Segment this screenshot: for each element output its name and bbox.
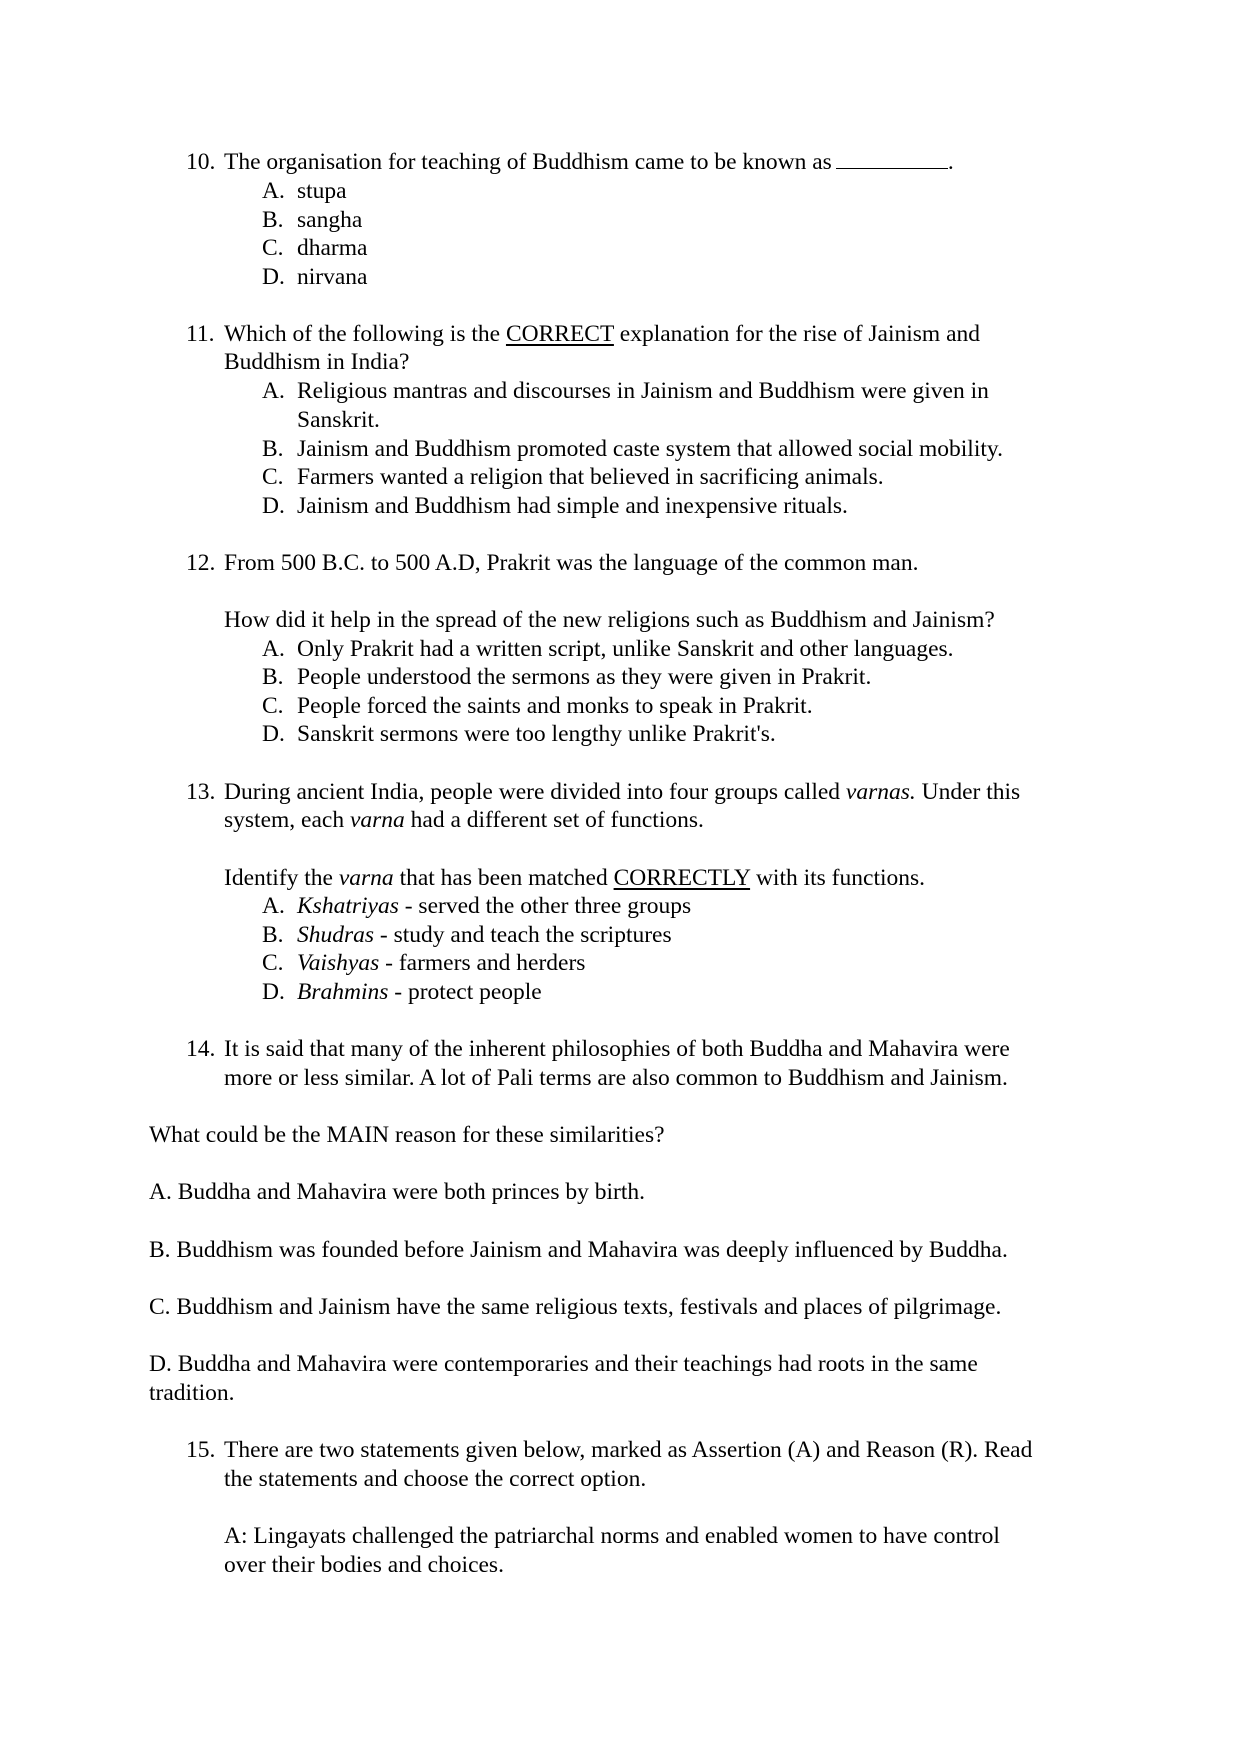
assertion-text-cont: over their bodies and choices.	[224, 1552, 504, 1578]
option-text: Jainism and Buddhism promoted caste system that allowed social mobility.	[297, 436, 1003, 462]
question-text-cont: the statements and choose the correct option.	[224, 1466, 647, 1492]
question-text: The organisation for teaching of Buddhism came to be known as .	[224, 149, 954, 175]
option-letter: A.	[262, 636, 285, 662]
question-text-cont: more or less similar. A lot of Pali terms are also common to Buddhism and Jainism.	[224, 1065, 1008, 1091]
option-letter: D.	[262, 979, 285, 1005]
option-letter: D.	[262, 493, 285, 519]
option-b: B. Buddhism was founded before Jainism and Mahavira was deeply influenced by Buddha.	[149, 1237, 1008, 1263]
option-text: Brahmins - protect people	[297, 979, 542, 1005]
question-text-cont: Buddhism in India?	[224, 349, 410, 375]
option-text: sangha	[297, 207, 363, 233]
question-text: There are two statements given below, marked as Assertion (A) and Reason (R). Read	[224, 1437, 1033, 1463]
option-letter: C.	[262, 235, 284, 261]
option-letter: D.	[262, 721, 285, 747]
option-letter: A.	[262, 178, 285, 204]
question-number: 14.	[186, 1036, 216, 1062]
option-letter: B.	[262, 664, 284, 690]
option-d-cont: tradition.	[149, 1380, 235, 1406]
option-text: People forced the saints and monks to speak in Prakrit.	[297, 693, 813, 719]
option-text: Kshatriyas - served the other three groups	[297, 893, 692, 919]
option-text: Farmers wanted a religion that believed in sacrificing animals.	[297, 464, 884, 490]
option-text: People understood the sermons as they were given in Prakrit.	[297, 664, 872, 690]
assertion-text: A: Lingayats challenged the patriarchal norms and enabled women to have control	[224, 1523, 1000, 1549]
option-letter: B.	[262, 207, 284, 233]
option-text: nirvana	[297, 264, 368, 290]
option-text: Religious mantras and discourses in Jainism and Buddhism were given in	[297, 378, 989, 404]
question-text: From 500 B.C. to 500 A.D, Prakrit was the language of the common man.	[224, 550, 919, 576]
option-letter: D.	[262, 264, 285, 290]
option-letter: C.	[262, 950, 284, 976]
option-text: stupa	[297, 178, 347, 204]
option-letter: C.	[262, 693, 284, 719]
answer-blank	[836, 150, 948, 169]
question-number: 10.	[186, 149, 216, 175]
option-d: D. Buddha and Mahavira were contemporaries and their teachings had roots in the same	[149, 1351, 978, 1377]
question-text-cont: system, each varna had a different set of functions.	[224, 807, 704, 833]
option-letter: A.	[262, 378, 285, 404]
option-c: C. Buddhism and Jainism have the same religious texts, festivals and places of pilgrimage.	[149, 1294, 1002, 1320]
question-prompt: What could be the MAIN reason for these similarities?	[149, 1122, 665, 1148]
question-text: It is said that many of the inherent philosophies of both Buddha and Mahavira were	[224, 1036, 1010, 1062]
option-text: Shudras - study and teach the scriptures	[297, 922, 672, 948]
option-letter: C.	[262, 464, 284, 490]
option-letter: B.	[262, 922, 284, 948]
question-prompt: Identify the varna that has been matched CORRECTLY with its functions.	[224, 865, 926, 891]
option-letter: B.	[262, 436, 284, 462]
option-letter: A.	[262, 893, 285, 919]
question-number: 12.	[186, 550, 216, 576]
term-varna: varna	[349, 807, 405, 833]
option-text: Only Prakrit had a written script, unlike Sanskrit and other languages.	[297, 636, 954, 662]
question-prompt: How did it help in the spread of the new religions such as Buddhism and Jainism?	[224, 607, 995, 633]
question-text: Which of the following is the CORRECT explanation for the rise of Jainism and	[224, 321, 981, 347]
option-text: Jainism and Buddhism had simple and inexpensive rituals.	[297, 493, 848, 519]
question-number: 11.	[186, 321, 215, 347]
option-text-cont: Sanskrit.	[297, 407, 380, 433]
question-text: During ancient India, people were divided into four groups called varnas. Under this	[224, 779, 1021, 805]
option-a: A. Buddha and Mahavira were both princes by birth.	[149, 1179, 645, 1205]
option-text: dharma	[297, 235, 368, 261]
emphasis-correctly: CORRECTLY	[613, 865, 751, 891]
question-number: 13.	[186, 779, 216, 805]
emphasis-correct: CORRECT	[505, 321, 614, 347]
question-number: 15.	[186, 1437, 216, 1463]
term-varnas: varnas.	[845, 779, 916, 805]
term-varna: varna	[338, 865, 394, 891]
option-text: Sanskrit sermons were too lengthy unlike Prakrit's.	[297, 721, 776, 747]
option-text: Vaishyas - farmers and herders	[297, 950, 586, 976]
